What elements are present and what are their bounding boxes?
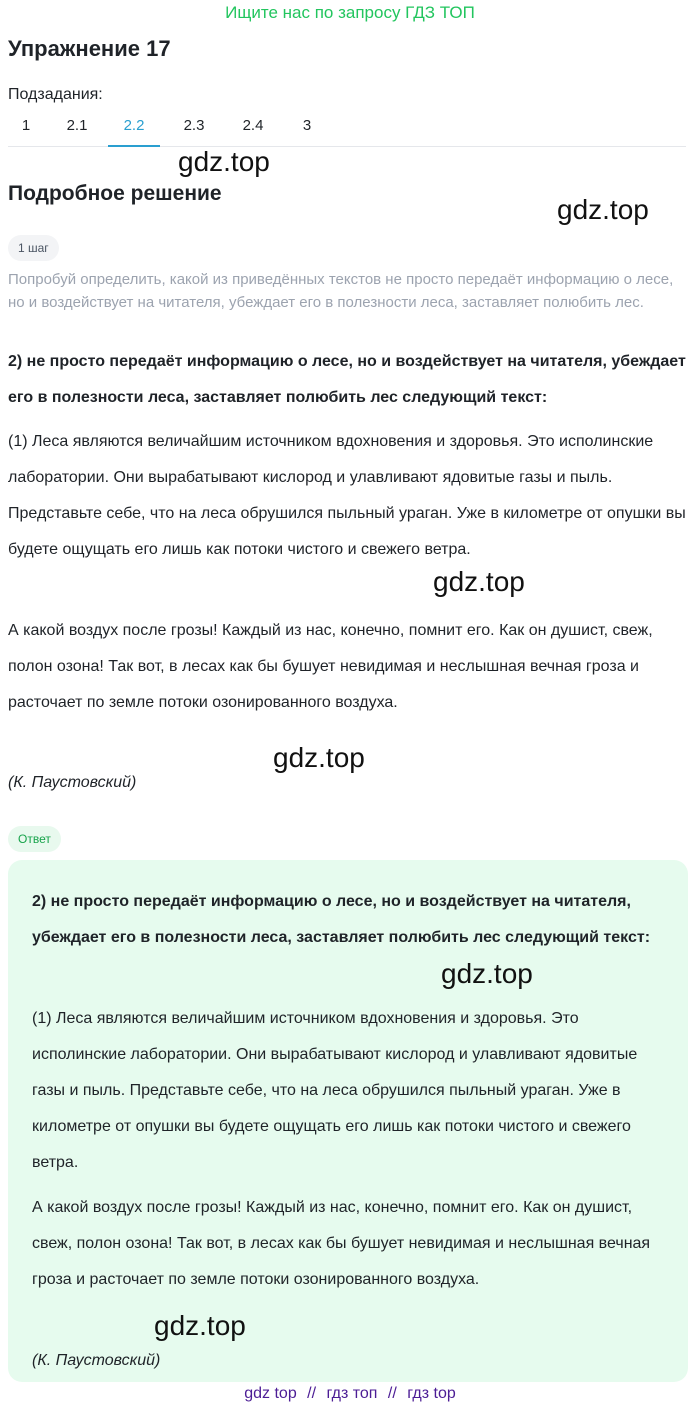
footer-separator: //	[307, 1385, 317, 1402]
section-title: Подробное решение	[8, 182, 222, 205]
answer-bold-text: 2) не просто передаёт информацию о лесе, но и воздействует на читателя, убеждает его в полезности леса, заставляет полюбить лес следующий текст:	[32, 893, 651, 946]
page-title: Упражнение 17	[8, 36, 171, 61]
top-banner[interactable]: Ищите нас по запросу ГДЗ ТОП	[225, 3, 475, 22]
watermark: gdz.top	[441, 958, 533, 989]
solution-paragraph-2: А какой воздух после грозы! Каждый из нас, конечно, помнит его. Как он душист, свеж, полон озона! Так вот, в лесах как бы бушует невидимая и неслышная вечная гроза и расточает по земле потоки озонированного воздуха.	[8, 622, 653, 711]
subtasks-label: Подзадания:	[8, 86, 103, 103]
watermark: gdz.top	[273, 742, 365, 773]
answer-paragraph-2: А какой воздух после грозы! Каждый из нас, конечно, помнит его. Как он душист, свеж, полон озона! Так вот, в лесах как бы бушует невидимая и неслышная вечная гроза и расточает по земле потоки озонированного воздуха.	[32, 1199, 651, 1288]
footer-separator: //	[387, 1385, 397, 1402]
footer-link-gdz-top-mixed[interactable]: гдз top	[407, 1385, 456, 1402]
footer-links	[0, 1384, 700, 1409]
solution-paragraph-1: (1) Леса являются величайшим источником вдохновения и здоровья. Это исполинские лаборатории. Они вырабатывают кислород и улавливают ядовитые газы и пыль. Представьте себе, что на леса обрушился пыльный ураган. Уже в километре от опушки вы будете ощущать его лишь как потоки чистого и свежего ветра.	[8, 433, 686, 558]
solution-bold-text: 2) не просто передаёт информацию о лесе, но и воздействует на читателя, убеждает его в полезности леса, заставляет полюбить лес следующий текст:	[8, 353, 686, 406]
solution-author: (К. Паустовский)	[8, 774, 137, 791]
tab-2-2[interactable]: 2.2	[108, 106, 160, 147]
answer-box	[8, 860, 688, 1382]
footer-link-gdz-top-ru[interactable]: гдз топ	[326, 1385, 378, 1402]
step-badge: 1 шаг	[8, 235, 59, 261]
tab-2-3[interactable]: 2.3	[183, 117, 205, 134]
tab-2-1[interactable]: 2.1	[66, 117, 88, 134]
tab-3[interactable]: 3	[302, 117, 312, 134]
footer-link-gdz-top[interactable]: gdz top	[244, 1385, 297, 1402]
answer-author: (К. Паустовский)	[32, 1352, 161, 1369]
subtask-tabs	[8, 106, 686, 147]
watermark: gdz.top	[557, 194, 649, 225]
answer-paragraph-1: (1) Леса являются величайшим источником вдохновения и здоровья. Это исполинские лаборатории. Они вырабатывают кислород и улавливают ядовитые газы и пыль. Представьте себе, что на леса обрушился пыльный ураган. Уже в километре от опушки вы будете ощущать его лишь как потоки чистого и свежего ветра.	[32, 1010, 638, 1171]
hint-text: Попробуй определить, какой из приведённых текстов не просто передаёт информацию о лесе, но и воздействует на читателя, убеждает его в полезности леса, заставляет полюбить лес.	[8, 271, 674, 311]
watermark: gdz.top	[433, 566, 525, 597]
tab-2-4[interactable]: 2.4	[242, 117, 264, 134]
tab-1[interactable]: 1	[21, 117, 31, 134]
answer-badge: Ответ	[8, 826, 61, 852]
watermark: gdz.top	[178, 146, 270, 177]
watermark: gdz.top	[154, 1310, 246, 1341]
